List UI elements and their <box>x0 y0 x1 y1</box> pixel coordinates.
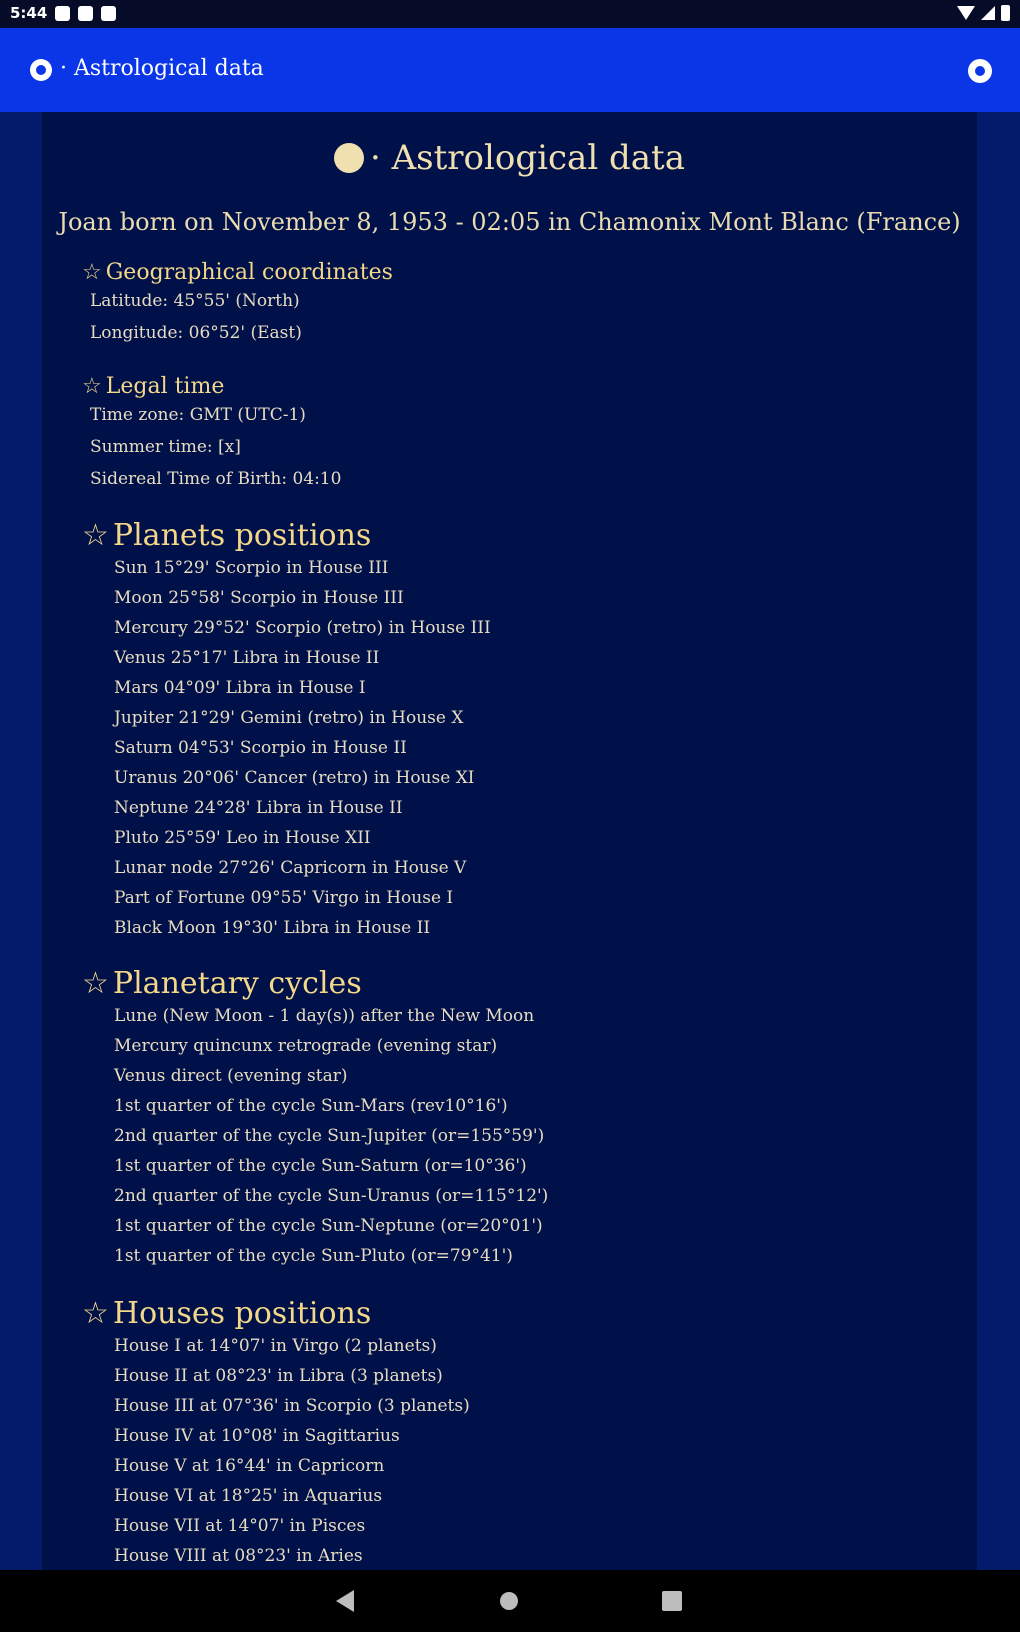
star-icon: ☆ <box>82 518 109 553</box>
status-time: 5:44 <box>10 4 48 22</box>
planets-list <box>82 553 491 943</box>
list-item: House II at 08°23' in Libra (3 planets) <box>114 1366 443 1386</box>
system-nav-bar <box>0 1570 1020 1632</box>
app-bar <box>0 28 1020 112</box>
signal-icon <box>981 6 995 20</box>
list-item: Mars 04°09' Libra in House I <box>114 678 366 698</box>
home-icon[interactable] <box>500 1592 518 1610</box>
content-scroll-area[interactable] <box>0 112 1020 1570</box>
star-icon: ☆ <box>82 966 109 1001</box>
geo-list <box>82 285 393 349</box>
list-item: Mercury quincunx retrograde (evening star) <box>114 1036 498 1056</box>
list-item: Part of Fortune 09°55' Virgo in House I <box>114 888 454 908</box>
section-heading: ☆ Planets positions <box>82 518 372 553</box>
notification-icon <box>55 6 70 21</box>
page-title: · Astrological data <box>42 138 977 178</box>
notification-icon <box>78 6 93 21</box>
section-houses-positions <box>82 1296 470 1570</box>
birth-info: Joan born on November 8, 1953 - 02:05 in Chamonix Mont Blanc (France) <box>58 208 961 236</box>
list-item: 1st quarter of the cycle Sun-Mars (rev10°16') <box>114 1096 508 1116</box>
list-item: House III at 07°36' in Scorpio (3 planets) <box>114 1396 470 1416</box>
list-item: Venus direct (evening star) <box>114 1066 348 1086</box>
list-item: House VII at 14°07' in Pisces <box>114 1516 366 1536</box>
app-bar-title: · Astrological data <box>60 56 264 81</box>
list-item: Time zone: GMT (UTC-1) <box>90 405 306 425</box>
section-planetary-cycles <box>82 966 548 1271</box>
star-icon: ☆ <box>82 374 102 399</box>
list-item: House VI at 18°25' in Aquarius <box>114 1486 383 1506</box>
recents-icon[interactable] <box>662 1591 682 1611</box>
list-item: Sidereal Time of Birth: 04:10 <box>90 469 342 489</box>
list-item: House VIII at 08°23' in Aries <box>114 1546 363 1566</box>
status-bar <box>0 0 1020 28</box>
astro-data-panel <box>42 112 977 1570</box>
list-item: Summer time: [x] <box>90 437 241 457</box>
list-item: Mercury 29°52' Scorpio (retro) in House III <box>114 618 491 638</box>
status-right <box>957 5 1010 21</box>
section-heading: ☆ Planetary cycles <box>82 966 362 1001</box>
list-item: 2nd quarter of the cycle Sun-Uranus (or=115°12') <box>114 1186 549 1206</box>
list-item: Saturn 04°53' Scorpio in House II <box>114 738 407 758</box>
houses-list <box>82 1331 470 1570</box>
star-icon: ☆ <box>82 260 102 285</box>
list-item: 1st quarter of the cycle Sun-Pluto (or=79°41') <box>114 1246 513 1266</box>
wifi-icon <box>957 6 975 20</box>
zodiac-icon <box>334 143 364 173</box>
notification-icon <box>101 6 116 21</box>
list-item: 1st quarter of the cycle Sun-Saturn (or=10°36') <box>114 1156 527 1176</box>
star-icon: ☆ <box>82 1296 109 1331</box>
list-item: House V at 16°44' in Capricorn <box>114 1456 385 1476</box>
list-item: Longitude: 06°52' (East) <box>90 323 302 343</box>
section-heading: ☆ Legal time <box>82 374 225 399</box>
section-heading: ☆ Geographical coordinates <box>82 260 393 285</box>
cycles-list <box>82 1001 548 1271</box>
back-icon[interactable] <box>336 1590 354 1612</box>
list-item: Lune (New Moon - 1 day(s)) after the New Moon <box>114 1006 535 1026</box>
list-item: Jupiter 21°29' Gemini (retro) in House X <box>114 708 464 728</box>
app-logo-icon <box>30 59 52 81</box>
list-item: House I at 14°07' in Virgo (2 planets) <box>114 1336 437 1356</box>
section-legal-time <box>82 374 341 495</box>
list-item: Latitude: 45°55' (North) <box>90 291 300 311</box>
battery-icon <box>1001 5 1010 21</box>
list-item: Uranus 20°06' Cancer (retro) in House XI <box>114 768 475 788</box>
list-item: Lunar node 27°26' Capricorn in House V <box>114 858 467 878</box>
list-item: 2nd quarter of the cycle Sun-Jupiter (or=155°59') <box>114 1126 545 1146</box>
section-geographical-coordinates <box>82 260 393 349</box>
list-item: Venus 25°17' Libra in House II <box>114 648 380 668</box>
list-item: Pluto 25°59' Leo in House XII <box>114 828 371 848</box>
status-left <box>10 4 116 22</box>
list-item: House IV at 10°08' in Sagittarius <box>114 1426 400 1446</box>
section-heading: ☆ Houses positions <box>82 1296 372 1331</box>
list-item: Sun 15°29' Scorpio in House III <box>114 558 389 578</box>
list-item: Black Moon 19°30' Libra in House II <box>114 918 431 938</box>
section-planets-positions <box>82 518 491 943</box>
list-item: Neptune 24°28' Libra in House II <box>114 798 403 818</box>
legal-list <box>82 399 341 495</box>
settings-icon[interactable] <box>968 59 992 83</box>
list-item: Moon 25°58' Scorpio in House III <box>114 588 404 608</box>
list-item: 1st quarter of the cycle Sun-Neptune (or=20°01') <box>114 1216 543 1236</box>
